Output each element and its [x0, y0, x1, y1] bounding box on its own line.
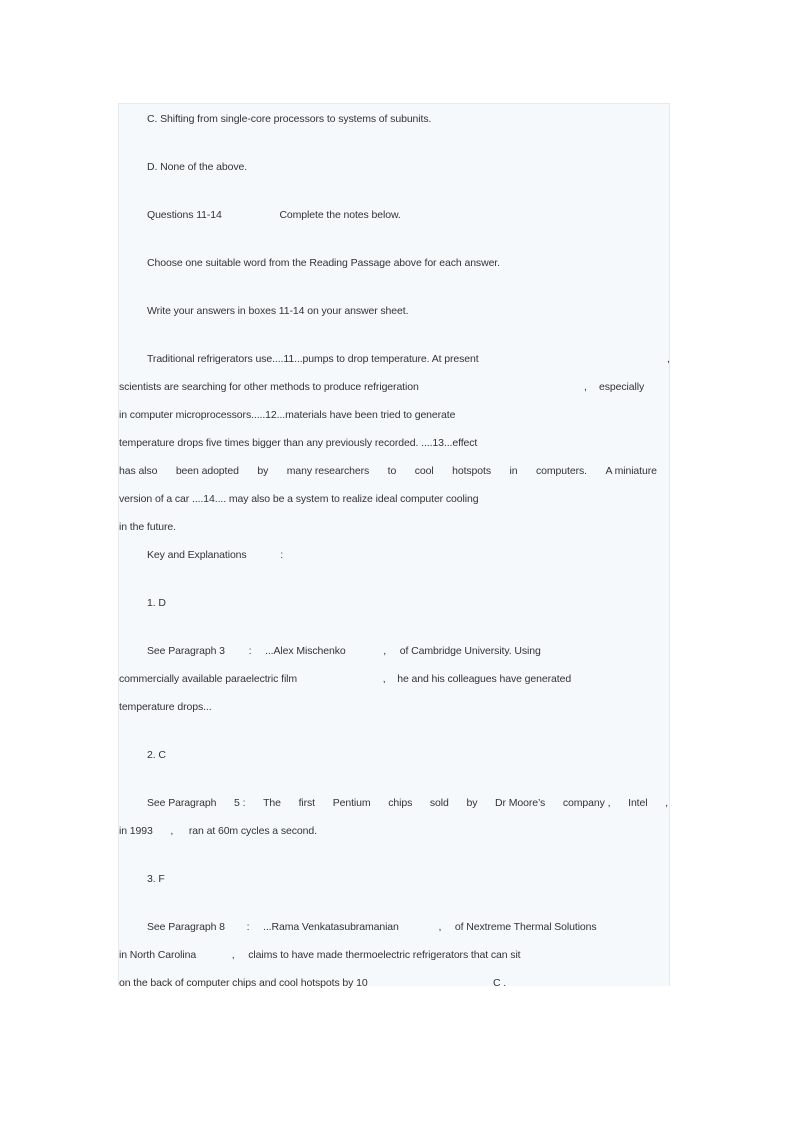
notes-word: to	[387, 465, 397, 477]
quote-text: ...Rama Venkatasubramanian	[263, 921, 399, 933]
temperature-unit: C .	[493, 977, 507, 989]
answer-3-label: 3. F	[147, 873, 165, 885]
answer-1-label: 1. D	[147, 597, 166, 609]
notes-line-5	[119, 465, 657, 477]
key-heading-colon: :	[280, 549, 284, 561]
quote-text: ...Alex Mischenko	[265, 645, 346, 657]
answer-3-line-2	[119, 949, 521, 961]
document-page	[118, 103, 670, 989]
notes-line-1: Traditional refrigerators use....11...pumps to drop temperature. At present	[147, 353, 479, 365]
quote-text: commercially available paraelectric film	[119, 673, 298, 685]
key-heading-line	[147, 549, 283, 561]
notes-word: cool	[414, 465, 434, 477]
notes-word: hotspots	[452, 465, 492, 477]
quote-text: claims to have made thermoelectric refrigerators that can sit	[248, 949, 521, 961]
answer-1-line-1	[147, 645, 541, 657]
answer-word: first	[298, 797, 315, 809]
notes-word: been adopted	[175, 465, 239, 477]
notes-line-3: in computer microprocessors.....12...materials have been tried to generate	[119, 409, 456, 421]
notes-line-6: version of a car ....14.... may also be a system to realize ideal computer cooling	[119, 493, 479, 505]
answer-word: by	[466, 797, 478, 809]
questions-header	[147, 209, 401, 221]
notes-line-2-comma: ,	[584, 381, 587, 393]
colon: :	[248, 645, 252, 657]
answer-2-line-2	[119, 825, 317, 837]
notes-word: by	[257, 465, 269, 477]
answer-3-line-1	[147, 921, 597, 933]
notes-line-4: temperature drops five times bigger than any previously recorded. ....13...effect	[119, 437, 478, 449]
quote-text: he and his colleagues have generated	[397, 673, 572, 685]
questions-label: Questions 11-14	[147, 209, 222, 221]
answer-word: sold	[429, 797, 449, 809]
write-instruction: Write your answers in boxes 11-14 on your answer sheet.	[147, 305, 409, 317]
notes-line-1-end: ,	[667, 353, 670, 365]
questions-instruction: Complete the notes below.	[279, 209, 401, 221]
comma: ,	[383, 645, 387, 657]
choose-instruction: Choose one suitable word from the Reading Passage above for each answer.	[147, 257, 500, 269]
answer-word: Intel	[628, 797, 648, 809]
comma: ,	[382, 673, 386, 685]
notes-word: has also	[119, 465, 158, 477]
answer-2-label: 2. C	[147, 749, 166, 761]
answer-word: 5 :	[234, 797, 246, 809]
quote-text: of Cambridge University. Using	[399, 645, 541, 657]
quote-text: of Nextreme Thermal Solutions	[454, 921, 597, 933]
answer-word: company ,	[562, 797, 611, 809]
option-c: C. Shifting from single-core processors to systems of subunits.	[147, 113, 432, 125]
notes-word: in	[509, 465, 518, 477]
answer-word: chips	[388, 797, 413, 809]
quote-text: in 1993	[119, 825, 153, 837]
notes-word: A miniature	[605, 465, 657, 477]
colon: :	[246, 921, 250, 933]
notes-line-2-end: especially	[599, 381, 645, 393]
notes-line-2: scientists are searching for other methods to produce refrigeration	[119, 381, 419, 393]
option-d: D. None of the above.	[147, 161, 248, 173]
answer-word: ,	[665, 797, 668, 809]
answer-word: Pentium	[332, 797, 371, 809]
answer-word: Dr Moore’s	[495, 797, 546, 809]
key-heading: Key and Explanations	[147, 549, 247, 561]
quote-text: in North Carolina	[119, 949, 197, 961]
answer-word: See Paragraph	[147, 797, 217, 809]
notes-word: computers.	[536, 465, 587, 477]
notes-line-7: in the future.	[119, 521, 176, 533]
answer-1-line-2	[119, 673, 571, 685]
comma: ,	[170, 825, 174, 837]
comma: ,	[231, 949, 235, 961]
answer-word: The	[263, 797, 281, 809]
answer-3-line-3: on the back of computer chips and cool hotspots by 10	[119, 977, 368, 989]
answer-2-line-1	[147, 797, 668, 809]
answer-1-line-3: temperature drops...	[119, 701, 212, 713]
comma: ,	[438, 921, 442, 933]
quote-text: ran at 60m cycles a second.	[188, 825, 317, 837]
notes-word: many researchers	[286, 465, 370, 477]
paragraph-ref: See Paragraph 8	[147, 921, 225, 933]
paragraph-ref: See Paragraph 3	[147, 645, 225, 657]
